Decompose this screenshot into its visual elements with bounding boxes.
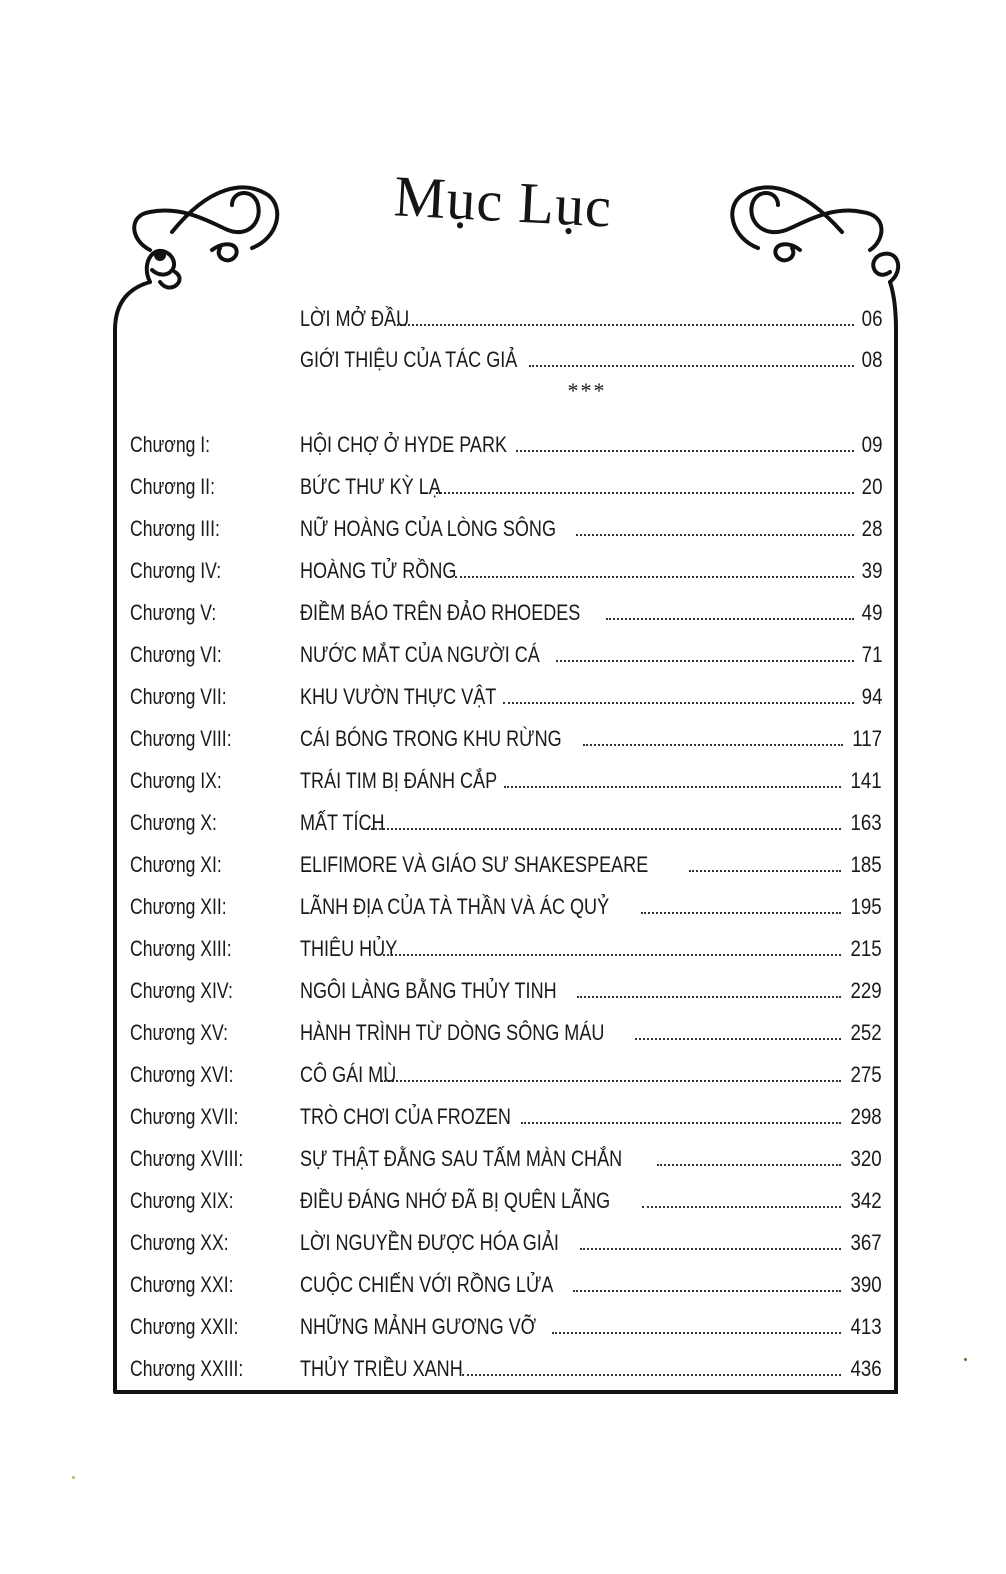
- toc-entry-chapter[interactable]: [130, 968, 882, 1004]
- entry-title: LỜI MỞ ĐẦU: [300, 306, 410, 331]
- dot-leader: [381, 1080, 841, 1082]
- entry-title: LỜI NGUYỀN ĐƯỢC HÓA GIẢI: [300, 1230, 559, 1255]
- toc-entry-chapter[interactable]: [130, 1262, 882, 1298]
- entry-page-number: 71: [861, 642, 882, 667]
- toc-entry-chapter[interactable]: [130, 926, 882, 962]
- entry-page-number: 275: [850, 1062, 882, 1087]
- entry-title: HÀNH TRÌNH TỪ DÒNG SÔNG MÁU: [300, 1020, 605, 1045]
- chapter-label: Chương VII:: [130, 684, 227, 709]
- dot-leader: [577, 996, 841, 998]
- scan-speck: [72, 1476, 75, 1479]
- chapter-label: Chương XII:: [130, 894, 227, 919]
- entry-page-number: 252: [850, 1020, 882, 1045]
- chapter-label: Chương XIII:: [130, 936, 232, 961]
- dot-leader: [635, 1038, 841, 1040]
- entry-title: GIỚI THIỆU CỦA TÁC GIẢ: [300, 347, 518, 372]
- chapter-label: Chương IX:: [130, 768, 222, 793]
- chapter-label: Chương X:: [130, 810, 217, 835]
- entry-page-number: 195: [850, 894, 882, 919]
- chapter-label: Chương IV:: [130, 558, 222, 583]
- entry-title: LÃNH ĐỊA CỦA TÀ THẦN VÀ ÁC QUỶ: [300, 894, 610, 919]
- entry-page-number: 163: [850, 810, 882, 835]
- entry-title: THỦY TRIỀU XANH: [300, 1356, 463, 1381]
- chapter-label: Chương XV:: [130, 1020, 229, 1045]
- entry-title: NỮ HOÀNG CỦA LÒNG SÔNG: [300, 516, 556, 541]
- entry-title: CUỘC CHIẾN VỚI RỒNG LỬA: [300, 1272, 554, 1297]
- dot-leader: [642, 1206, 841, 1208]
- entry-page-number: 413: [850, 1314, 882, 1339]
- chapter-label: Chương XX:: [130, 1230, 229, 1255]
- entry-title: CÁI BÓNG TRONG KHU RỪNG: [300, 726, 562, 751]
- toc-entry-chapter[interactable]: [130, 1052, 882, 1088]
- entry-title: KHU VƯỜN THỰC VẬT: [300, 684, 497, 709]
- dot-leader: [521, 1122, 841, 1124]
- chapter-label: Chương XIX:: [130, 1188, 234, 1213]
- entry-page-number: 28: [861, 516, 882, 541]
- entry-page-number: 342: [850, 1188, 882, 1213]
- chapter-label: Chương XXIII:: [130, 1356, 244, 1381]
- dot-leader: [689, 870, 842, 872]
- chapter-label: Chương II:: [130, 474, 215, 499]
- entry-page-number: 390: [850, 1272, 882, 1297]
- toc-entry-author-intro[interactable]: [130, 337, 882, 373]
- toc-entry-chapter[interactable]: [130, 1178, 882, 1214]
- dot-leader: [455, 576, 854, 578]
- toc-entry-chapter[interactable]: [130, 800, 882, 836]
- toc-entry-foreword[interactable]: [130, 296, 882, 332]
- entry-title: HOÀNG TỬ RỒNG: [300, 558, 457, 583]
- dot-leader: [552, 1332, 841, 1334]
- toc-entry-chapter[interactable]: [130, 464, 882, 500]
- entry-title: ĐIỀU ĐÁNG NHỚ ĐÃ BỊ QUÊN LÃNG: [300, 1188, 611, 1213]
- entry-title: HỘI CHỢ Ở HYDE PARK: [300, 432, 508, 457]
- entry-page-number: 117: [852, 726, 882, 751]
- entry-page-number: 229: [850, 978, 882, 1003]
- entry-page-number: 320: [850, 1146, 882, 1171]
- entry-title: ĐIỀM BÁO TRÊN ĐẢO RHOEDES: [300, 600, 581, 625]
- entry-title: SỰ THẬT ĐẰNG SAU TẤM MÀN CHẮN: [300, 1146, 623, 1171]
- page-title: Mục Lục: [392, 163, 614, 240]
- toc-entry-chapter[interactable]: [130, 590, 882, 626]
- entry-page-number: 436: [850, 1356, 882, 1381]
- chapter-label: Chương XVII:: [130, 1104, 239, 1129]
- toc-entry-chapter[interactable]: [130, 422, 882, 458]
- dot-leader: [583, 744, 843, 746]
- dot-leader: [606, 618, 854, 620]
- dot-leader: [657, 1164, 841, 1166]
- toc-entry-chapter[interactable]: [130, 1220, 882, 1256]
- toc-entry-chapter[interactable]: [130, 548, 882, 584]
- chapter-label: Chương XIV:: [130, 978, 233, 1003]
- entry-page-number: 215: [850, 936, 882, 961]
- entry-page-number: 367: [850, 1230, 882, 1255]
- chapter-label: Chương XI:: [130, 852, 222, 877]
- entry-title: BỨC THƯ KỲ LẠ: [300, 474, 441, 499]
- dot-leader: [556, 660, 853, 662]
- dot-leader: [436, 492, 854, 494]
- section-separator: ***: [567, 378, 607, 403]
- entry-title: TRÒ CHƠI CỦA FROZEN: [300, 1104, 511, 1129]
- chapter-label: Chương I:: [130, 432, 211, 457]
- entry-title: TRÁI TIM BỊ ĐÁNH CẮP: [300, 768, 498, 793]
- toc-entry-chapter[interactable]: [130, 632, 882, 668]
- entry-page-number: 141: [850, 768, 882, 793]
- entry-page-number: 09: [861, 432, 882, 457]
- entry-page-number: 185: [850, 852, 882, 877]
- dot-leader: [503, 702, 853, 704]
- chapter-label: Chương XVIII:: [130, 1146, 244, 1171]
- dot-leader: [576, 534, 853, 536]
- entry-title: NƯỚC MẮT CỦA NGƯỜI CÁ: [300, 642, 540, 667]
- chapter-label: Chương V:: [130, 600, 217, 625]
- scan-speck: [964, 1358, 967, 1361]
- chapter-label: Chương VIII:: [130, 726, 232, 751]
- dot-leader: [573, 1290, 841, 1292]
- chapter-label: Chương XVI:: [130, 1062, 234, 1087]
- dot-leader: [367, 828, 841, 830]
- dot-leader: [516, 450, 853, 452]
- entry-page-number: 06: [861, 306, 882, 331]
- toc-entry-chapter[interactable]: [130, 1346, 882, 1382]
- chapter-label: Chương XXI:: [130, 1272, 234, 1297]
- toc-entry-chapter[interactable]: [130, 1010, 882, 1046]
- toc-entry-chapter[interactable]: [130, 1304, 882, 1340]
- entry-page-number: 08: [861, 347, 882, 372]
- toc-entry-chapter[interactable]: [130, 506, 882, 542]
- dot-leader: [504, 786, 841, 788]
- entry-page-number: 39: [861, 558, 882, 583]
- dot-leader: [383, 954, 842, 956]
- entry-page-number: 94: [861, 684, 882, 709]
- dot-leader: [529, 365, 854, 367]
- toc-entry-chapter[interactable]: [130, 1136, 882, 1172]
- chapter-label: Chương III:: [130, 516, 220, 541]
- dot-leader: [580, 1248, 842, 1250]
- dot-leader: [462, 1374, 841, 1376]
- entry-page-number: 49: [861, 600, 882, 625]
- chapter-label: Chương XXII:: [130, 1314, 239, 1339]
- toc-entry-chapter[interactable]: [130, 1094, 882, 1130]
- entry-title: CÔ GÁI MÙ: [300, 1062, 397, 1087]
- entry-title: ELIFIMORE VÀ GIÁO SƯ SHAKESPEARE: [300, 852, 649, 877]
- dot-leader: [641, 912, 841, 914]
- chapter-label: Chương VI:: [130, 642, 222, 667]
- entry-page-number: 298: [850, 1104, 882, 1129]
- entry-title: NHỮNG MẢNH GƯƠNG VỠ: [300, 1314, 537, 1339]
- entry-page-number: 20: [861, 474, 882, 499]
- entry-title: MẤT TÍCH: [300, 810, 385, 835]
- dot-leader: [397, 324, 853, 326]
- entry-title: THIÊU HỦY: [300, 936, 398, 961]
- toc-entry-chapter[interactable]: [130, 758, 882, 794]
- toc-entry-chapter[interactable]: [130, 842, 882, 878]
- toc-entry-chapter[interactable]: [130, 716, 882, 752]
- toc-entry-chapter[interactable]: [130, 884, 882, 920]
- toc-entry-chapter[interactable]: [130, 674, 882, 710]
- entry-title: NGÔI LÀNG BẰNG THỦY TINH: [300, 978, 557, 1003]
